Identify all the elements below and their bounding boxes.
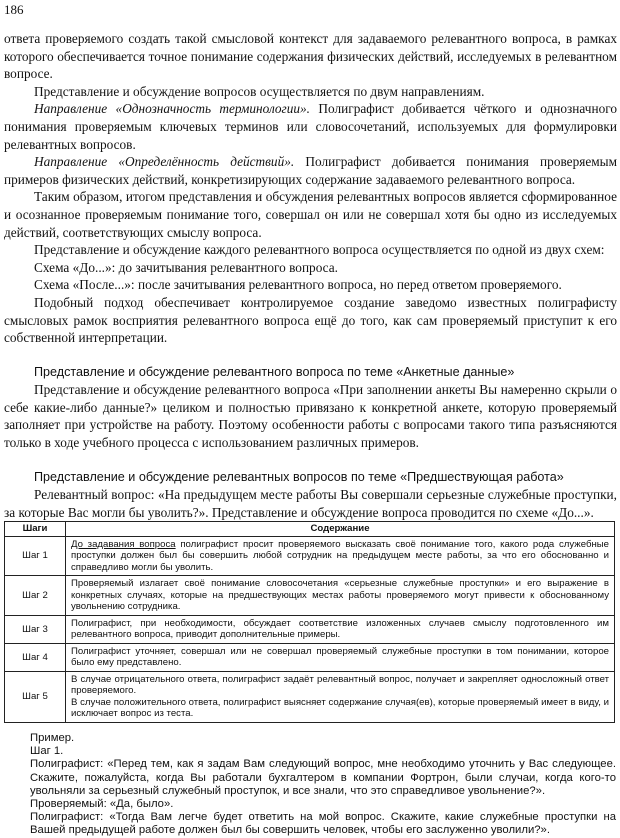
cell-text: В случае положительного ответа, полиграфист выясняет содержание случая(ев), которые проверяемый имеет в виду, и исключает вопрос из теста. [71,696,609,720]
paragraph: Представление и обсуждение вопросов осуществляется по двум направлениям. [34,83,485,99]
paragraph: Представление и обсуждение каждого релевантного вопроса осуществляется по одной из двух схем: [34,242,605,258]
paragraph: Таким образом, итогом представления и обсуждения релевантных вопросов является сформированное и осознанное проверяемым понимание того, совершал он или не совершал хотя бы одно из исследуемых действий, соответствующих смыслу вопроса. [4,189,617,240]
paragraph: Схема «После...»: после зачитывания релевантного вопроса, но перед ответом проверяемого. [34,277,562,293]
dialogue-line: Полиграфист: «Перед тем, как я задам Вам следующий вопрос, мне необходимо уточнить у Вас следующее. Скажите, пожалуйста, когда Вы работали бухгалтером в компании Фортрон, были случаи, когда кого-то увольняли за серьезный служебный проступок, и все знали, что это справедливое увольнение?». [30,758,616,797]
paragraph [4,153,617,188]
column-header-steps: Шаги [5,522,66,537]
underlined-lead: До задавания вопроса [71,538,176,550]
section-heading: Представление и обсуждение релевантного вопроса по теме «Анкетные данные» [34,364,515,379]
table-header-row [5,522,615,537]
paragraph: Подобный подход обеспечивает контролируемое создание заведомо известных полиграфисту смысловых рамок восприятия релевантного вопроса ещё до того, как сам проверяемый приступит к его собственной интерпретации. [4,294,617,346]
cell-text: полиграфист просит проверяемого высказать своё понимание того, какого рода служебные проступки должен был бы совершить любой сотрудник на предыдущем месте работы, за что его обоснованно и справедливо могли бы уволить. [71,538,609,573]
example-step: Шаг 1. [30,745,64,758]
example-block [30,732,616,838]
paragraph: Представление и обсуждение релевантного вопроса «При заполнении анкеты Вы намеренно скрыли о себе какие-либо данные?» целиком и полностью привязано к конкретной анкете, которую проверяемый заполняет при устройстве на работу. Поэтому особенности работы с вопросами такого типа разъясняются только в ходе учебного процесса с использованием различных примеров. [4,382,617,451]
paragraph: Релевантный вопрос: «На предыдущем месте работы Вы совершали серьезные служебные проступки, за которые Вас могли бы уволить?». Представление и обсуждение вопроса проводится по схеме «До...». [4,487,617,520]
paragraph: Схема «До...»: до зачитывания релевантного вопроса. [34,259,338,275]
step-cell: Шаг 5 [5,671,66,722]
steps-table [4,521,615,723]
table-row [5,671,615,722]
step-cell: Шаг 2 [5,576,66,616]
column-header-content: Содержание [66,522,615,537]
content-cell [66,536,615,576]
step-cell: Шаг 3 [5,615,66,643]
direction-title: Направление «Определённость действий». [34,154,295,170]
content-cell: Полиграфист, при необходимости, обсуждает соответствие изложенных случаев смыслу подготовленного им релевантного вопроса, приводит дополнительные примеры. [66,615,615,643]
dialogue-line: Полиграфист: «Тогда Вам легче будет ответить на мой вопрос. Скажите, какие служебные проступки на Вашей предыдущей работе должен был бы совершить человек, чтобы его заслуженно уволили?». [30,811,616,837]
table-row [5,643,615,671]
paragraph-text: Полиграфист добивается чёткого и однозначного понимания проверяемым ключевых терминов или словосочетаний, используемых для формулировки релевантных вопросов. [4,101,617,152]
table-row [5,615,615,643]
step-cell: Шаг 1 [5,536,66,576]
table-row [5,576,615,616]
content-cell: Полиграфист уточняет, совершал или не совершал проверяемый служебные проступки в том понимании, которое было ему представлено. [66,643,615,671]
step-cell: Шаг 4 [5,643,66,671]
paragraph [4,100,617,153]
section-heading: Представление и обсуждение релевантных вопросов по теме «Предшествующая работа» [34,469,564,484]
paragraph: ответа проверяемого создать такой смысловой контекст для задаваемого релевантного вопроса, в рамках которого обеспечивается точное понимание содержания физических действий, исследуемых в релевантном вопросе. [4,31,617,82]
dialogue-line: Проверяемый: «Да, было». [30,798,174,811]
main-text [4,30,617,723]
example-label: Пример. [30,732,75,744]
cell-text: В случае отрицательного ответа, полиграфист задаёт релевантный вопрос, получает и закрепляет односложный ответ проверяемого. [71,673,609,697]
page-number: 186 [4,2,24,17]
table-row [5,536,615,576]
paragraph-text: Полиграфист добивается понимания проверяемым примеров физических действий, конкретизирующих содержание задаваемого релевантного вопроса. [4,154,617,187]
content-cell [66,671,615,722]
direction-title: Направление «Однозначность терминологии». [34,101,311,117]
content-cell: Проверяемый излагает своё понимание словосочетания «серьезные служебные проступки» и его выражение в конкретных случаях, которые на предшествующих местах работы проверяемого могут привести к обоснованному увольнению сотрудника. [66,576,615,616]
